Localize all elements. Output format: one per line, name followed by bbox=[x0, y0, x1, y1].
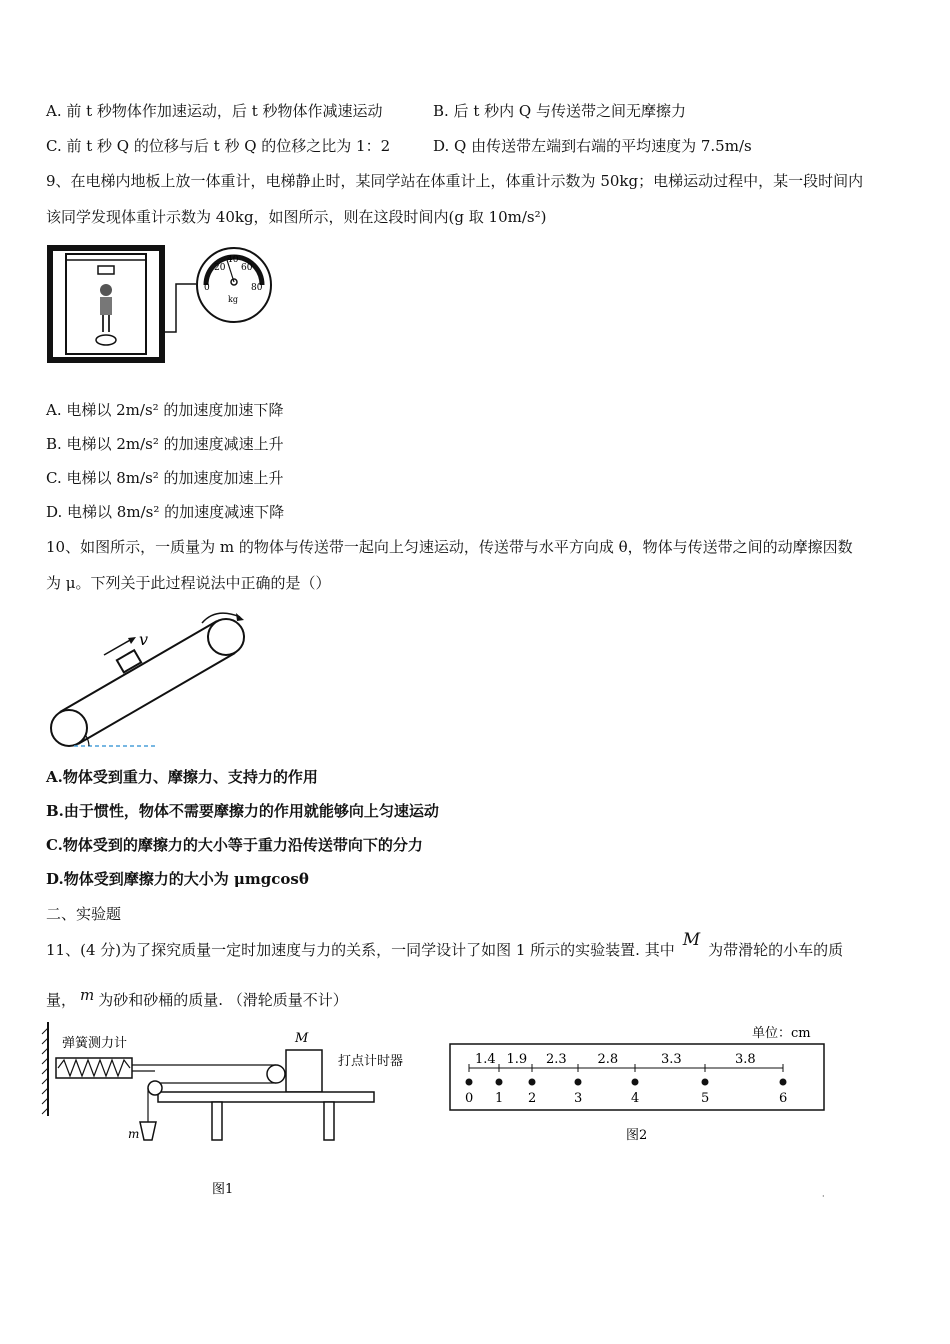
q11-stem-text-c: 量， bbox=[46, 991, 77, 1009]
tape-point-label-4: 4 bbox=[631, 1091, 640, 1106]
q11-symbol-m: m bbox=[80, 986, 95, 1004]
q10-option-c: C.物体受到的摩擦力的大小等于重力沿传送带向下的分力 bbox=[46, 836, 423, 854]
q9-stem-line1: 9、在电梯内地板上放一体重计，电梯静止时，某同学站在体重计上，体重计示数为 50kg；电梯运动过程中，某一段时间内 bbox=[46, 172, 864, 190]
interval-label-3: 2.8 bbox=[597, 1052, 619, 1067]
tape-point-5 bbox=[702, 1079, 709, 1086]
tape-point-3 bbox=[575, 1079, 582, 1086]
fig2-caption: 图2 bbox=[626, 1128, 648, 1143]
bucket-label: m bbox=[128, 1127, 140, 1141]
tape-point-label-2: 2 bbox=[528, 1091, 537, 1106]
tape-point-label-0: 0 bbox=[465, 1091, 474, 1106]
tape-figure bbox=[440, 1020, 840, 1150]
q8-option-a: A. 前 t 秒物体作加速运动，后 t 秒物体作减速运动 bbox=[46, 102, 383, 120]
q11-symbol-M: M bbox=[682, 930, 701, 950]
tape-point-label-1: 1 bbox=[495, 1091, 504, 1106]
dial-tick-40: 40 bbox=[227, 255, 239, 265]
tape-point-0 bbox=[466, 1079, 473, 1086]
tape-point-label-3: 3 bbox=[574, 1091, 583, 1106]
q11-stem-text-d: 为砂和砂桶的质量. （滑轮质量不计） bbox=[98, 991, 348, 1009]
person-icon bbox=[100, 284, 112, 332]
interval-label-5: 3.8 bbox=[735, 1052, 756, 1067]
q10-option-d: D.物体受到摩擦力的大小为 μmgcosθ bbox=[46, 870, 309, 888]
q9-option-b: B. 电梯以 2m/s² 的加速度减速上升 bbox=[46, 435, 284, 453]
dial-tick-60: 60 bbox=[241, 263, 253, 273]
interval-label-1: 1.9 bbox=[506, 1052, 528, 1067]
q10-stem-line1: 10、如图所示，一质量为 m 的物体与传送带一起向上匀速运动，传送带与水平方向成 θ，物体与传送带之间的动摩擦因数 bbox=[46, 538, 853, 556]
q8-option-d: D. Q 由传送带左端到右端的平均速度为 7.5m/s bbox=[433, 137, 752, 155]
q11-stem-text-b: 为带滑轮的小车的质 bbox=[708, 941, 844, 959]
dial-tick-80: 80 bbox=[251, 283, 263, 293]
q8-option-b: B. 后 t 秒内 Q 与传送带之间无摩擦力 bbox=[433, 102, 686, 120]
q10-option-b: B.由于惯性，物体不需要摩擦力的作用就能够向上匀速运动 bbox=[46, 802, 439, 820]
tape-point-label-5: 5 bbox=[701, 1091, 710, 1106]
dial-tick-20: 20 bbox=[214, 263, 226, 273]
unit-label: 单位：cm bbox=[752, 1026, 811, 1041]
q9-option-d: D. 电梯以 8m/s² 的加速度减速下降 bbox=[46, 503, 285, 521]
dial-tick-0: 0 bbox=[204, 283, 210, 293]
q10-stem-line2: 为 μ。下列关于此过程说法中正确的是（） bbox=[46, 574, 331, 592]
q9-stem-line2: 该同学发现体重计示数为 40kg，如图所示，则在这段时间内(g 取 10m/s²) bbox=[46, 208, 547, 226]
tape-point-4 bbox=[632, 1079, 639, 1086]
tape-point-2 bbox=[529, 1079, 536, 1086]
q11-stem-line1 bbox=[46, 930, 844, 960]
elevator-figure bbox=[46, 240, 276, 365]
tape-point-6 bbox=[780, 1079, 787, 1086]
dial-unit: kg bbox=[228, 295, 238, 304]
q8-option-c: C. 前 t 秒 Q 的位移与后 t 秒 Q 的位移之比为 1：2 bbox=[46, 137, 391, 155]
tape-point-1 bbox=[496, 1079, 503, 1086]
q9-option-c: C. 电梯以 8m/s² 的加速度加速上升 bbox=[46, 469, 284, 487]
conveyor-figure bbox=[44, 605, 264, 755]
apparatus-figure bbox=[40, 1020, 420, 1205]
q11-stem-line2 bbox=[46, 986, 348, 1010]
interval-label-0: 1.4 bbox=[475, 1052, 496, 1067]
stray-mark: · bbox=[822, 1192, 825, 1201]
q10-option-a: A.物体受到重力、摩擦力、支持力的作用 bbox=[46, 768, 318, 786]
timer-label: 打点计时器 bbox=[338, 1054, 404, 1069]
velocity-label: v bbox=[139, 630, 149, 649]
tape-point-label-6: 6 bbox=[779, 1091, 788, 1106]
spring-label: 弹簧测力计 bbox=[62, 1036, 128, 1051]
q9-option-a: A. 电梯以 2m/s² 的加速度加速下降 bbox=[46, 401, 284, 419]
interval-label-4: 3.3 bbox=[661, 1052, 682, 1067]
cart-label: M bbox=[295, 1031, 309, 1046]
fig1-caption: 图1 bbox=[212, 1182, 234, 1197]
section-title: 二、实验题 bbox=[46, 905, 122, 923]
q11-stem-text-a: 11、(4 分)为了探究质量一定时加速度与力的关系，一同学设计了如图 1 所示的实验装置. 其中 bbox=[46, 941, 675, 959]
interval-label-2: 2.3 bbox=[546, 1052, 567, 1067]
